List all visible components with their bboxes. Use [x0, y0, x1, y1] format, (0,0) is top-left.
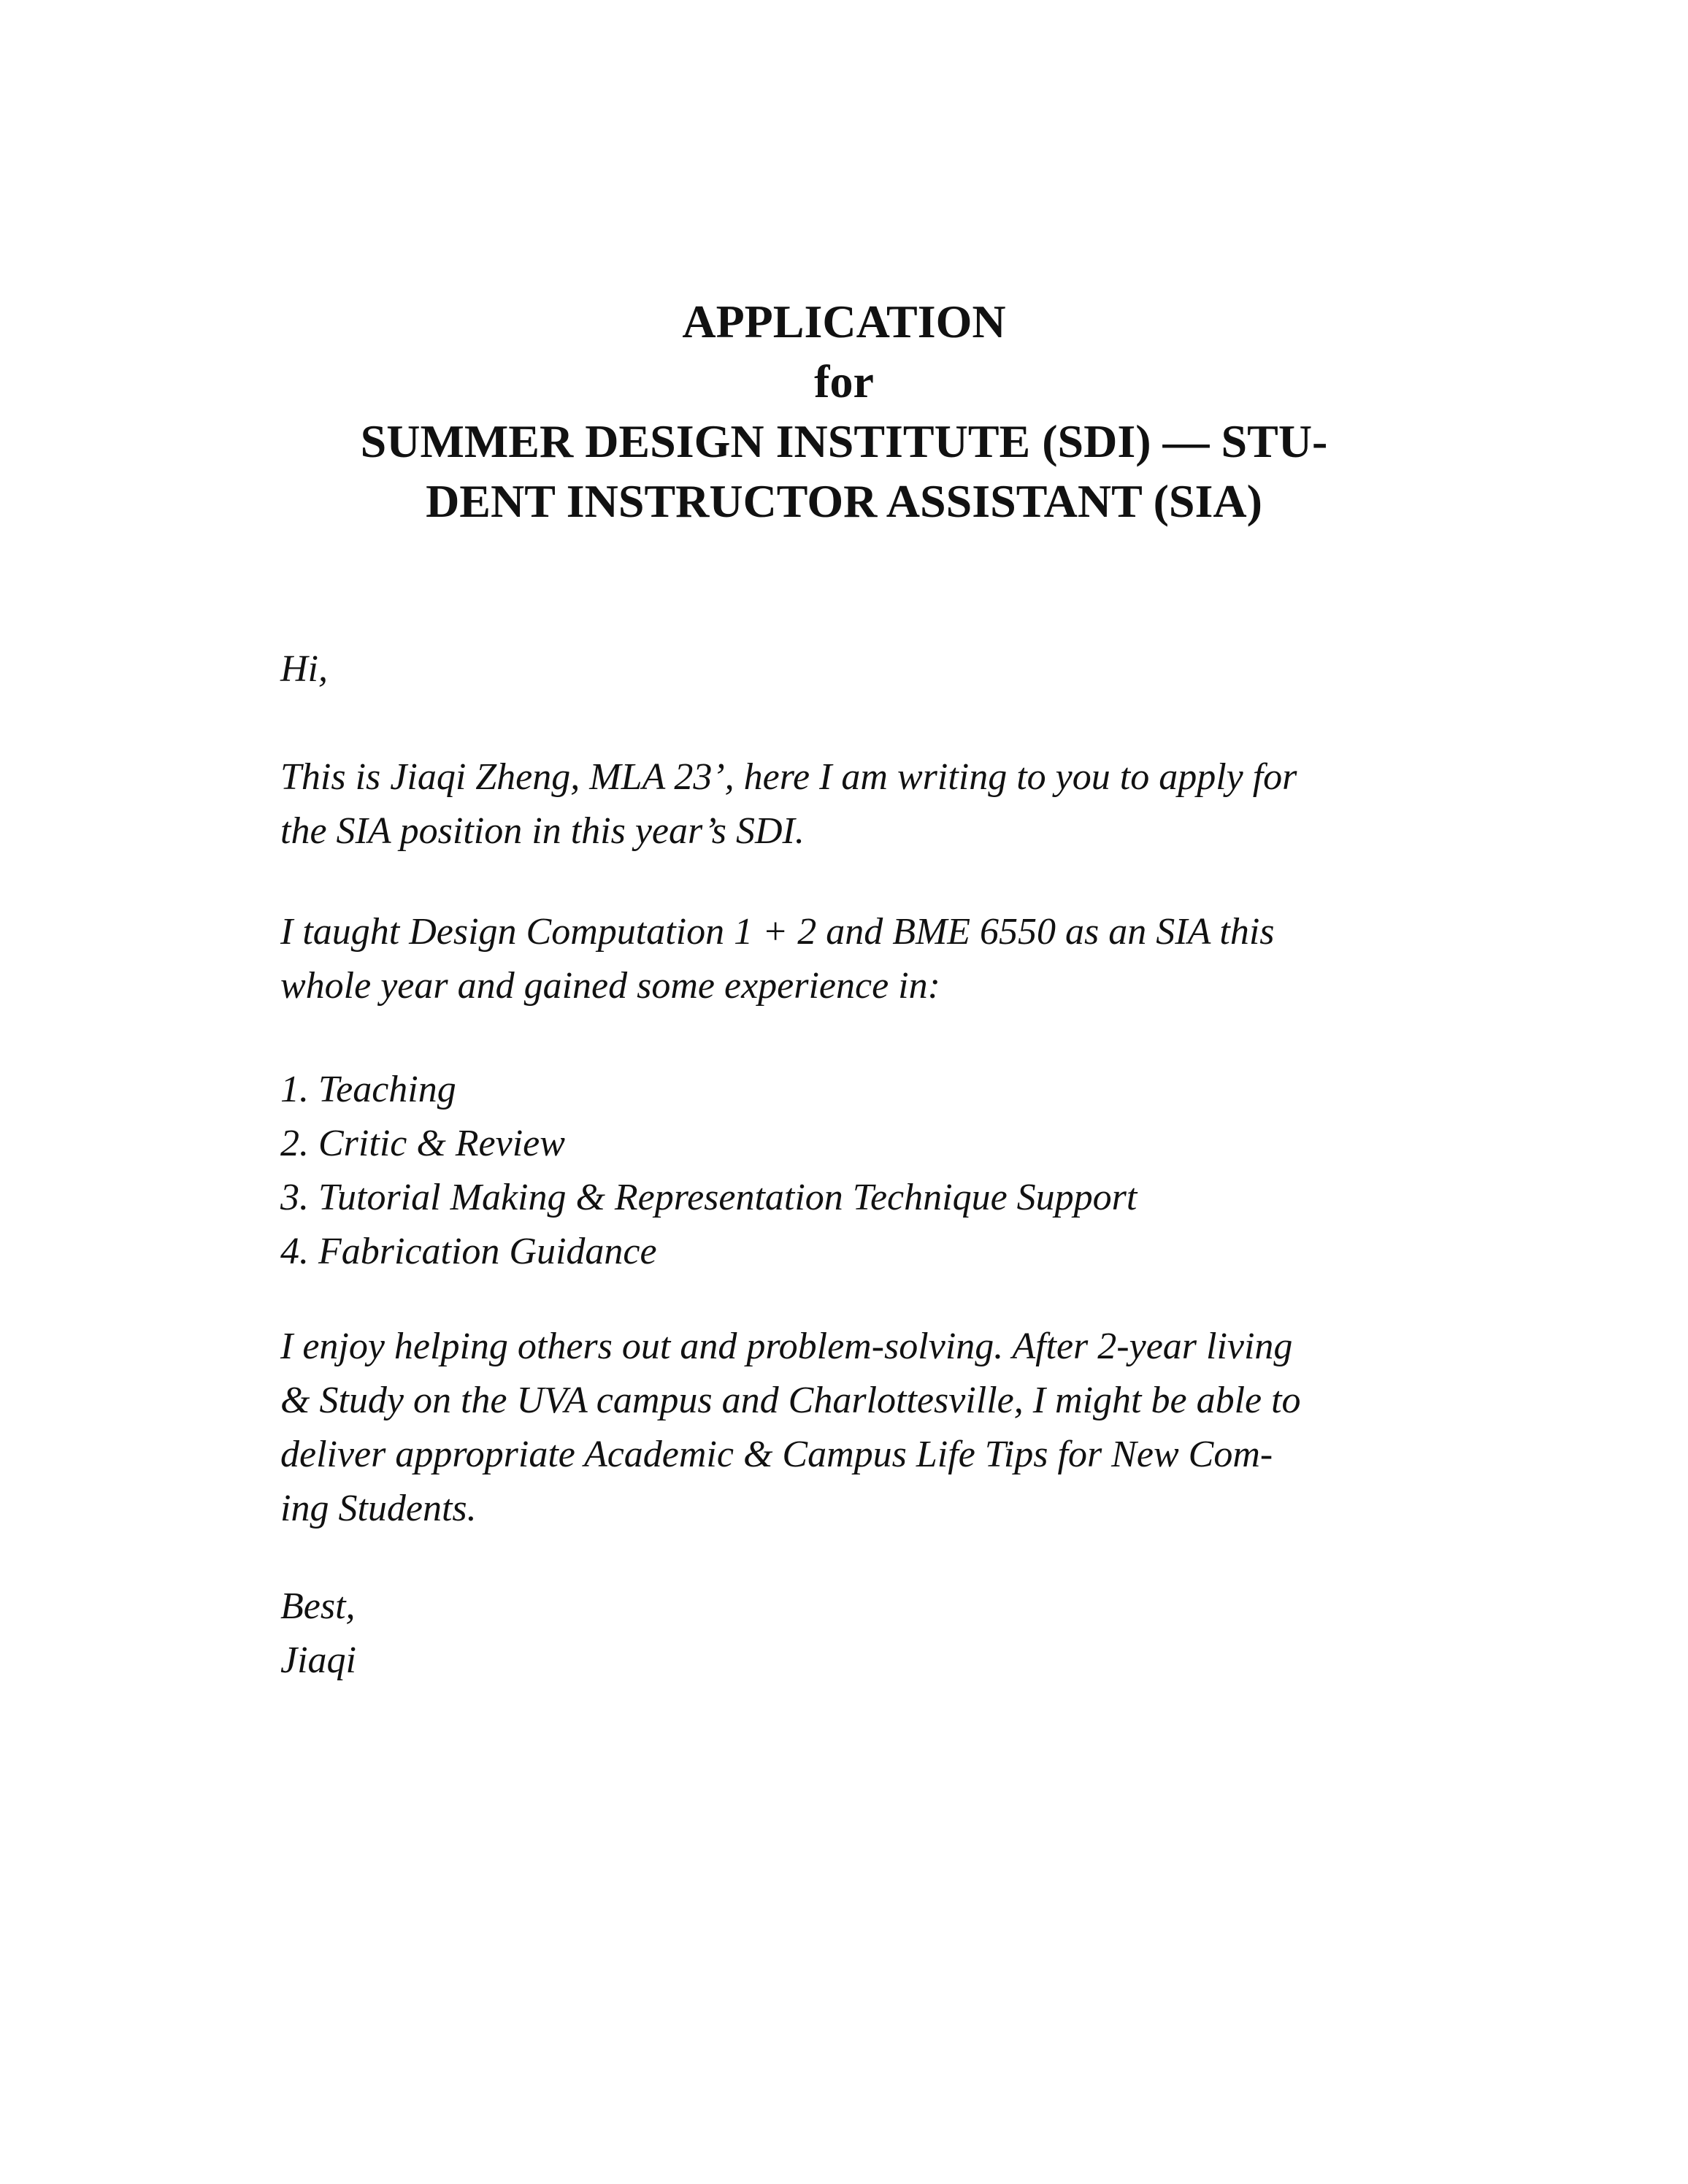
closing-line: ing Students.: [280, 1488, 477, 1529]
intro-paragraph: [280, 750, 1419, 858]
experience-line: whole year and gained some experience in:: [280, 965, 940, 1007]
intro-line: This is Jiaqi Zheng, MLA 23’, here I am writing to you to apply for: [280, 756, 1297, 798]
document-title: [0, 292, 1688, 531]
title-line-application: APPLICATION: [682, 296, 1006, 347]
title-line-program: SUMMER DESIGN INSTITUTE (SDI) — STU-: [360, 415, 1328, 467]
greeting: [280, 642, 1419, 696]
closing-paragraph: [280, 1320, 1419, 1536]
closing-line: deliver appropriate Academic & Campus Life Tips for New Com-: [280, 1434, 1273, 1475]
signoff: Best,: [280, 1585, 356, 1627]
list-item: 2. Critic & Review: [280, 1123, 565, 1164]
signoff-block: [280, 1580, 1419, 1688]
experience-paragraph: [280, 905, 1419, 1013]
experience-list: [280, 1063, 1419, 1279]
list-item: 3. Tutorial Making & Representation Technique Support: [280, 1177, 1138, 1218]
greeting-text: Hi,: [280, 648, 328, 690]
closing-line: I enjoy helping others out and problem-solving. After 2-year living: [280, 1326, 1293, 1367]
list-item: 1. Teaching: [280, 1069, 456, 1110]
list-item: 4. Fabrication Guidance: [280, 1231, 657, 1272]
signature: Jiaqi: [280, 1639, 356, 1681]
title-line-position: DENT INSTRUCTOR ASSISTANT (SIA): [426, 475, 1262, 527]
title-line-for: for: [814, 355, 874, 407]
intro-line: the SIA position in this year’s SDI.: [280, 810, 805, 852]
experience-line: I taught Design Computation 1 + 2 and BME 6550 as an SIA this: [280, 911, 1275, 953]
closing-line: & Study on the UVA campus and Charlottesville, I might be able to: [280, 1380, 1301, 1421]
